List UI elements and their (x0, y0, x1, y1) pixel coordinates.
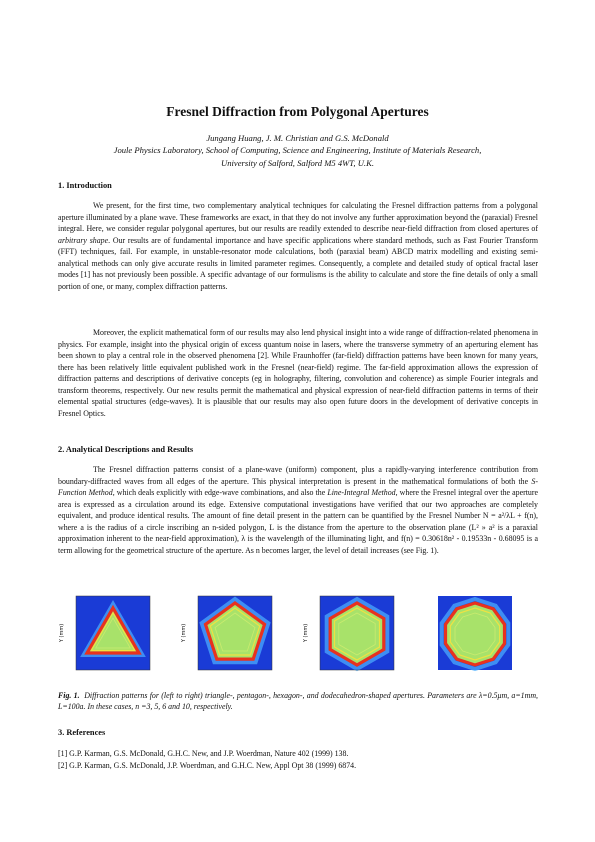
affiliation-line-2: University of Salford, Salford M5 4WT, U.K. (221, 157, 374, 168)
intro-heading: 1. Introduction (58, 181, 112, 190)
panel-dodecahedron (424, 594, 534, 684)
paper-title: Fresnel Diffraction from Polygonal Apertures (166, 104, 429, 119)
aperture-shape (446, 603, 505, 665)
caption-text: Diffraction patterns for (left to right) triangle-, pentagon-, hexagon-, and dodecahedron-shaped apertures. Parameters are λ=0.5μm, a=1mm, L=100a. In these cases, n =3, 5, 6 and 10, respectively. (58, 691, 538, 712)
panel-hexagon (302, 594, 412, 684)
results-italic-2: Line-Integral Method (327, 488, 396, 497)
caption-label: Fig. 1. (58, 691, 80, 700)
authors: Jungang Huang, J. M. Christian and G.S. McDonald (206, 133, 389, 143)
panel-triangle (58, 594, 168, 684)
intro-p1-text-b: . Our results are of fundamental importance and have specific applications where standard methods, such as Fast Fourier Transform (FFT) techniques, fail. For example, in unstable-resonator mode calculations, both (paraxial beam) ABCD matrix modelling and existing semi-analytical methods can only give accurate results in limited parameter regimes. Consequently, a complete and detailed study of optical fractal laser modes [1] has not previously been possible. A specific advantage of our formulisms is the ability to calculate and store the fine details of only a small portion of one, or many, complex diffraction patterns. (58, 235, 538, 291)
intro-paragraph-2: Moreover, the explicit mathematical form of our results may also lend physical insight into a wide range of diffraction-related phenomena in physics. For example, insight into the physical origin of excess quantum noise in lasers, where the transverse symmetry of an aperturing element has been shown to play a central role in the observed phenomena [2]. While Fraunhoffer (far-field) diffraction patterns have been known for many years, there has been relatively little equivalent published work in the Fresnel (near-field) regime. The far-field approximation allows the expression of diffraction patterns and descriptions of derivative concepts (eg in holography, filtering, convolution and coherence) as simple Fourier integrals and transform theorems, respectively. Our new results permit the mathematical and physical expression of near-field diffraction patterns in terms of their elemental spatial structures (edge-waves). It is plausible that our results may also open future doors in the development of derivative concepts in Fresnel Optics. (58, 328, 538, 418)
y-axis-label: Y (mm) (181, 623, 187, 643)
reference-1: [1] G.P. Karman, G.S. McDonald, G.H.C. New, and J.P. Woerdman, Nature 402 (1999) 138. (58, 749, 349, 758)
intro-paragraph-1 (58, 200, 538, 292)
results-paragraph (58, 464, 538, 556)
y-axis-label: Y (mm) (303, 623, 309, 643)
intro-p1-italic: arbitrary shape (58, 235, 109, 245)
affiliation-line-1: Joule Physics Laboratory, School of Computing, Science and Engineering, Institute of Materials Research, (113, 145, 482, 156)
author-block (0, 132, 595, 169)
results-text-a: The Fresnel diffraction patterns consist of a plane-wave (uniform) component, plus a rapidly-varying interference contribution from boundary-diffracted waves from all edges of the aperture. This physical interpretation is present in the mathematical formulations of both the (58, 465, 538, 486)
intro-p1-text-a: We present, for the first time, two complementary analytical techniques for calculating the Fresnel diffraction patterns from a polygonal aperture illuminated by a plane wave. These frameworks are exact, in that they do not involve any further approximation beyond the (paraxial) Fresnel integral. Here, we consider regular polygonal apertures, but our results are readily extended to describe near-field diffraction from closed apertures of (58, 201, 538, 233)
results-text-c: , where the Fresnel integral over the aperture area is expressed as a circulation around its edge. Extensive computational investigations have verified that our two approaches are completely equivalent, and produce identical results. The amount of fine detail present in the pattern can be quantified by the Fresnel Number N = a²/λL + f(n), where a is the radius of a circle inscribing an n-sided polygon, L is the distance from the aperture to the observation plane (L² » a² is a paraxial approximation inherent to the near-field approximation), λ is the wavelength of the illuminating light, and f(n) = 0.30618n² - 0.19533n - 0.68095 is a term allowing for the geometrical structure of the aperture. As n becomes larger, the level of detail increases (see Fig. 1). (58, 488, 538, 555)
results-heading: 2. Analytical Descriptions and Results (58, 445, 194, 454)
results-italic-1: S-Function Method (58, 476, 538, 497)
reference-list (58, 748, 538, 772)
aperture-shape (330, 603, 384, 665)
y-axis-label: Y (mm) (59, 623, 65, 643)
figure-caption (58, 690, 538, 712)
figure-1 (58, 594, 538, 684)
results-text-b: , which deals explicitly with edge-wave combinations, and also the (112, 488, 328, 497)
panel-pentagon (180, 594, 290, 684)
reference-2: [2] G.P. Karman, G.S. McDonald, J.P. Woerdman, and G.H.C. New, Appl Opt 38 (1999) 6874. (58, 761, 357, 770)
references-heading: 3. References (58, 728, 106, 737)
